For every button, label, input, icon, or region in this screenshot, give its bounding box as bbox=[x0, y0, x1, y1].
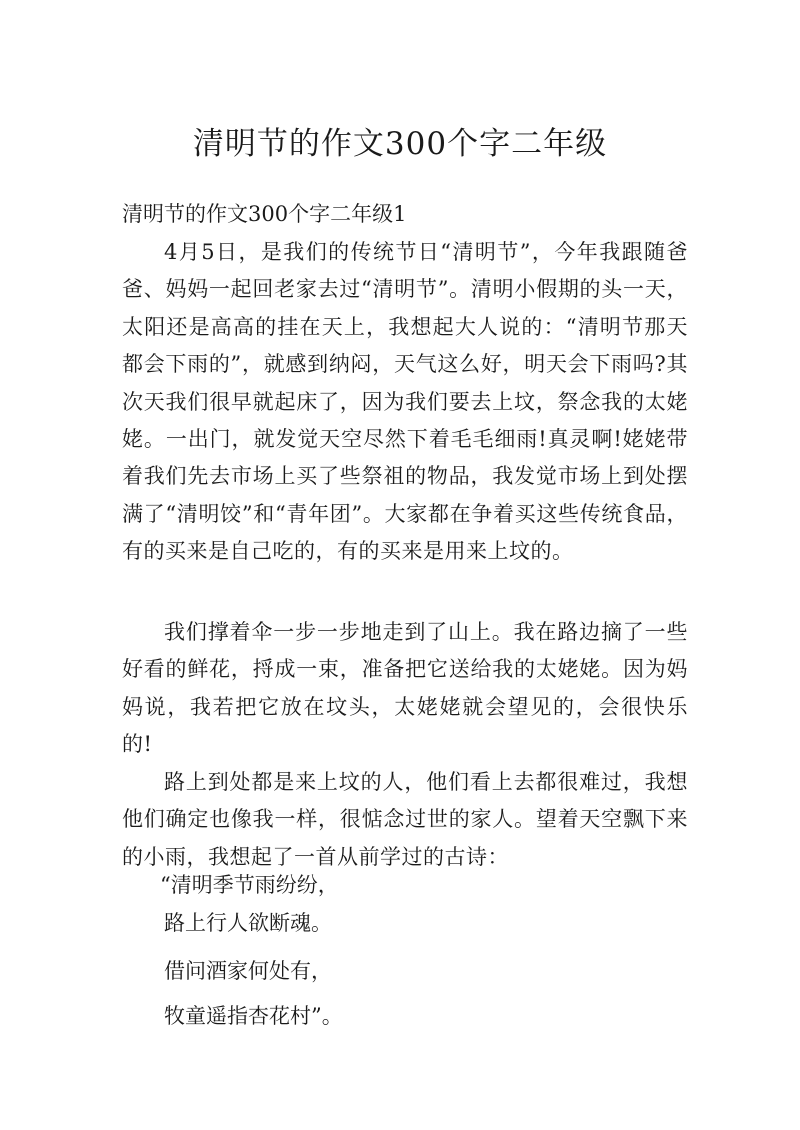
poem-line-2: 路上行人欲断魂。 bbox=[164, 911, 332, 935]
essay-subheading: 清明节的作文300个字二年级1 bbox=[122, 202, 407, 226]
poem-line-1: “清明季节雨纷纷， bbox=[160, 873, 339, 897]
poem-line-4: 牧童遥指杏花村”。 bbox=[164, 1004, 343, 1028]
paragraph-2: 我们撑着伞一步一步地走到了山上。我在路边摘了一些好看的鲜花，捋成一束，准备把它送给我的太姥姥。因为妈妈说，我若把它放在坟头，太姥姥就会望见的，会很快乐的! bbox=[122, 620, 688, 757]
document-title: 清明节的作文300个字二年级 bbox=[192, 126, 608, 162]
poem-line-3: 借问酒家何处有， bbox=[164, 959, 332, 983]
paragraph-1: 4月5日，是我们的传统节日“清明节”，今年我跟随爸爸、妈妈一起回老家去过“清明节”。清明小假期的头一天，太阳还是高高的挂在天上，我想起大人说的：“清明节那天都会下雨的”，就感到纳闷，天气这么好，明天会下雨吗?其次天我们很早就起床了，因为我们要去上坟，祭念我的太姥姥。一出门，就发觉天空尽然下着毛毛细雨!真灵啊!姥姥带着我们先去市场上买了些祭祖的物品，我发觉市场上到处摆满了“清明饺”和“青年团”。大家都在争着买这些传统食品，有的买来是自己吃的，有的买来是用来上坟的。 bbox=[122, 240, 688, 564]
paragraph-3: 路上到处都是来上坟的人，他们看上去都很难过，我想他们确定也像我一样，很惦念过世的家人。望着天空飘下来的小雨，我想起了一首从前学过的古诗： bbox=[122, 770, 688, 869]
